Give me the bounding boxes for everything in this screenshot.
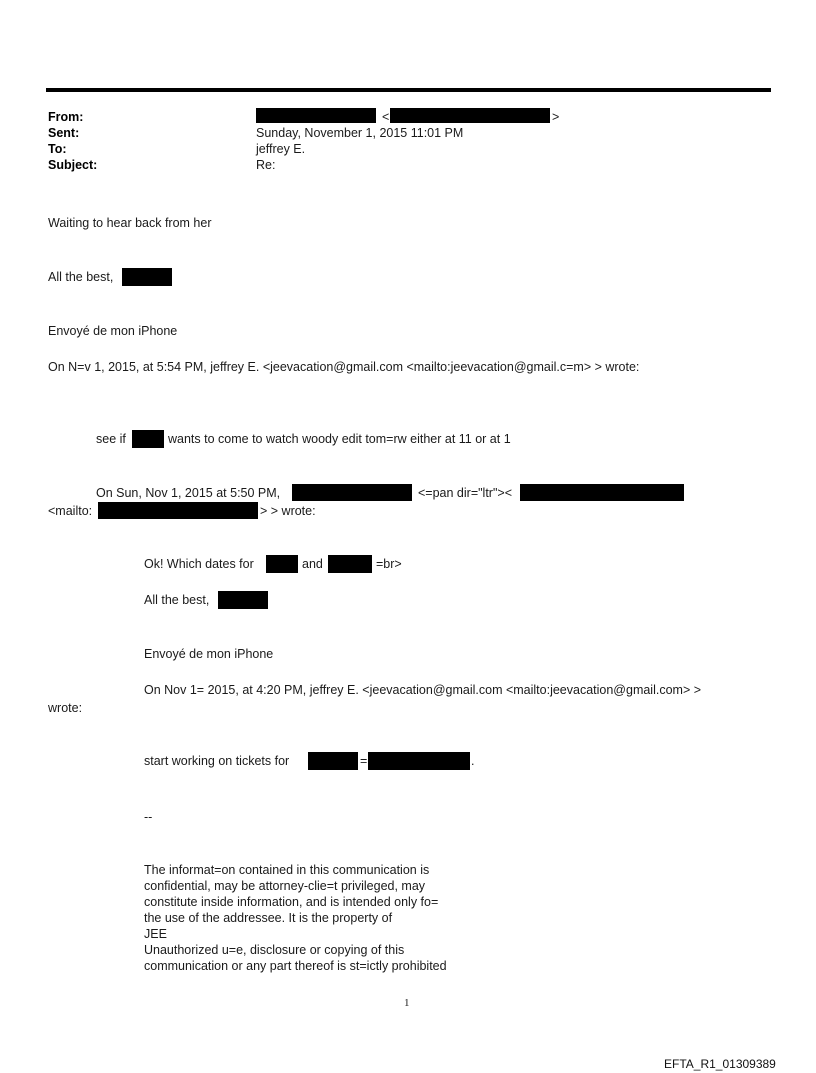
disclaimer-line: confidential, may be attorney-clie=t privileged, may	[144, 879, 426, 893]
from-gt: >	[552, 110, 560, 124]
redaction-from-name	[256, 108, 376, 123]
disclaimer-line: the use of the addressee. It is the property of	[144, 911, 393, 925]
signoff: All the best,	[48, 270, 114, 284]
q3-header: On Nov 1= 2015, at 4:20 PM, jeffrey E. <jeevacation@gmail.com <mailto:jeevacation@gmail.com> >	[144, 683, 702, 697]
disclaimer-line: constitute inside information, and is intended only fo=	[144, 895, 439, 909]
q1-rest: wants to come to watch woody edit tom=rw either at 11 or at 1	[168, 432, 511, 446]
q2-mailto: <mailto:	[48, 504, 93, 518]
q2-signoff: All the best,	[144, 593, 210, 607]
body-line1: Waiting to hear back from her	[48, 216, 212, 230]
disclaimer-line: JEE	[144, 927, 167, 941]
redaction-q2-signoff-name	[218, 591, 268, 609]
q3-start: start working on tickets for	[144, 754, 290, 768]
from-label: From:	[48, 110, 84, 124]
q3-period: .	[471, 754, 475, 768]
q2-header-a: On Sun, Nov 1, 2015 at 5:50 PM,	[96, 486, 281, 500]
q2-sent-from: Envoyé de mon iPhone	[144, 647, 274, 661]
subject-label: Subject:	[48, 158, 98, 172]
sent-label: Sent:	[48, 126, 80, 140]
redaction-q2-mailto	[98, 502, 258, 519]
redaction-q2-name	[292, 484, 412, 501]
redaction-q1-name	[132, 430, 164, 448]
subject-value: Re:	[256, 158, 276, 172]
quote1-header: On N=v 1, 2015, at 5:54 PM, jeffrey E. <jeevacation@gmail.com <mailto:jeevacation@gmail.c=m> > wrote:	[48, 360, 640, 374]
page-number: 1	[404, 997, 410, 1009]
document-id: EFTA_R1_01309389	[664, 1057, 776, 1071]
disclaimer-line: communication or any part thereof is st=ictly prohibited	[144, 959, 447, 973]
q2-header-b: <=pan dir="ltr"><	[418, 486, 513, 500]
redaction-q2-date2	[328, 555, 372, 573]
from-lt: <	[382, 110, 390, 124]
disclaimer-line: Unauthorized u=e, disclosure or copying of this	[144, 943, 405, 957]
to-value: jeffrey E.	[256, 142, 306, 156]
redaction-q2-email	[520, 484, 684, 501]
redaction-q3-name2	[368, 752, 470, 770]
redaction-q3-name1	[308, 752, 358, 770]
signature-dashes: --	[144, 810, 153, 824]
q2-br: =br>	[376, 557, 402, 571]
q1-see-if: see if	[96, 432, 126, 446]
to-label: To:	[48, 142, 67, 156]
q3-wrote: wrote:	[48, 701, 83, 715]
disclaimer-line: The informat=on contained in this communication is	[144, 863, 430, 877]
redaction-from-email	[390, 108, 550, 123]
q3-eq: =	[360, 754, 368, 768]
q2-wrote: > > wrote:	[260, 504, 316, 518]
redaction-signoff-name	[122, 268, 172, 286]
q2-and: and	[302, 557, 323, 571]
sent-from: Envoyé de mon iPhone	[48, 324, 178, 338]
redaction-q2-date1	[266, 555, 298, 573]
header-rule	[46, 88, 771, 92]
sent-value: Sunday, November 1, 2015 11:01 PM	[256, 126, 464, 140]
q2-ok: Ok! Which dates for	[144, 557, 254, 571]
